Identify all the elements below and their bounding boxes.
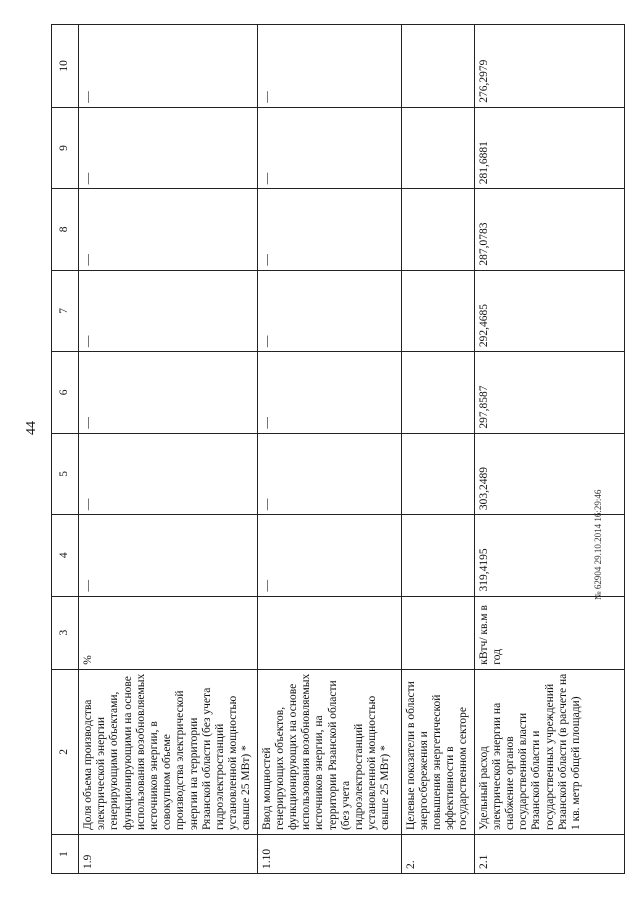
- table-row: [79, 25, 258, 874]
- row-number: 2.1: [474, 835, 624, 874]
- row-description: Доля объема производства электрической энергии генерирующими объектами, функционирующими на основе использования возобновляемых источников энергии, в совокупном объеме производства электрической энергии на территории Рязанской области (без учета гидроэлектростанций установленной мощностью свыше 25 МВт) *: [79, 669, 258, 834]
- value-cell: —: [79, 189, 258, 270]
- row-description: Удельный расход электрической энергии на снабжение органов государственной власти Рязанской области и государственных учреждений Рязанской области (в расчете на 1 кв. метр общей площади): [474, 669, 624, 834]
- table-row: [401, 25, 474, 874]
- value-cell: [401, 270, 474, 351]
- indicator-table-frame: [51, 24, 590, 874]
- document-number: № 62904: [593, 566, 603, 600]
- value-cell: [401, 433, 474, 514]
- column-number-header: 9: [52, 107, 79, 188]
- value-cell: [401, 107, 474, 188]
- page-number: 44: [24, 421, 39, 435]
- value-cell: —: [257, 515, 401, 596]
- value-cell: 292,4685: [474, 270, 624, 351]
- value-cell: [401, 352, 474, 433]
- row-number: 1.10: [257, 835, 401, 874]
- row-number: 1.9: [79, 835, 258, 874]
- row-unit: кВтч/ кв.м в год: [474, 596, 624, 669]
- value-cell: —: [257, 25, 401, 108]
- row-unit: %: [79, 596, 258, 669]
- value-cell: —: [79, 25, 258, 108]
- value-cell: [401, 515, 474, 596]
- value-cell: 319,4195: [474, 515, 624, 596]
- value-cell: —: [257, 352, 401, 433]
- column-number-header: 6: [52, 352, 79, 433]
- column-number-header: 8: [52, 189, 79, 270]
- column-number-header: 10: [52, 25, 79, 108]
- column-number-header: 3: [52, 596, 79, 669]
- document-footer: [590, 440, 606, 600]
- value-cell: —: [257, 107, 401, 188]
- column-number-header: 1: [52, 835, 79, 874]
- row-unit: [257, 596, 401, 669]
- value-cell: —: [79, 352, 258, 433]
- value-cell: 281,6881: [474, 107, 624, 188]
- value-cell: —: [79, 433, 258, 514]
- value-cell: —: [257, 433, 401, 514]
- row-number: 2.: [401, 835, 474, 874]
- value-cell: —: [79, 107, 258, 188]
- value-cell: —: [257, 189, 401, 270]
- table-row: [257, 25, 401, 874]
- value-cell: 297,8587: [474, 352, 624, 433]
- column-number-header: 5: [52, 433, 79, 514]
- value-cell: [401, 189, 474, 270]
- indicator-table: [51, 24, 625, 874]
- column-number-header: 2: [52, 669, 79, 834]
- value-cell: 276,2979: [474, 25, 624, 108]
- row-description: Целевые показатели в области энергосбережения и повышения энергетической эффективности в государственном секторе: [401, 669, 474, 834]
- value-cell: [401, 25, 474, 108]
- value-cell: 303,2489: [474, 433, 624, 514]
- column-number-header: 4: [52, 515, 79, 596]
- table-header-row: [52, 25, 79, 874]
- value-cell: 287,0783: [474, 189, 624, 270]
- value-cell: —: [79, 515, 258, 596]
- value-cell: —: [257, 270, 401, 351]
- row-unit: [401, 596, 474, 669]
- value-cell: —: [79, 270, 258, 351]
- column-number-header: 7: [52, 270, 79, 351]
- document-timestamp: 29.10.2014 16:29:46: [593, 489, 603, 565]
- row-description: Ввод мощностей генерирующих объектов, функционирующих на основе использования возобновляемых источников энергии, на территории Рязанской области (без учета гидроэлектростанций установленной мощностью свыше 25 МВт) *: [257, 669, 401, 834]
